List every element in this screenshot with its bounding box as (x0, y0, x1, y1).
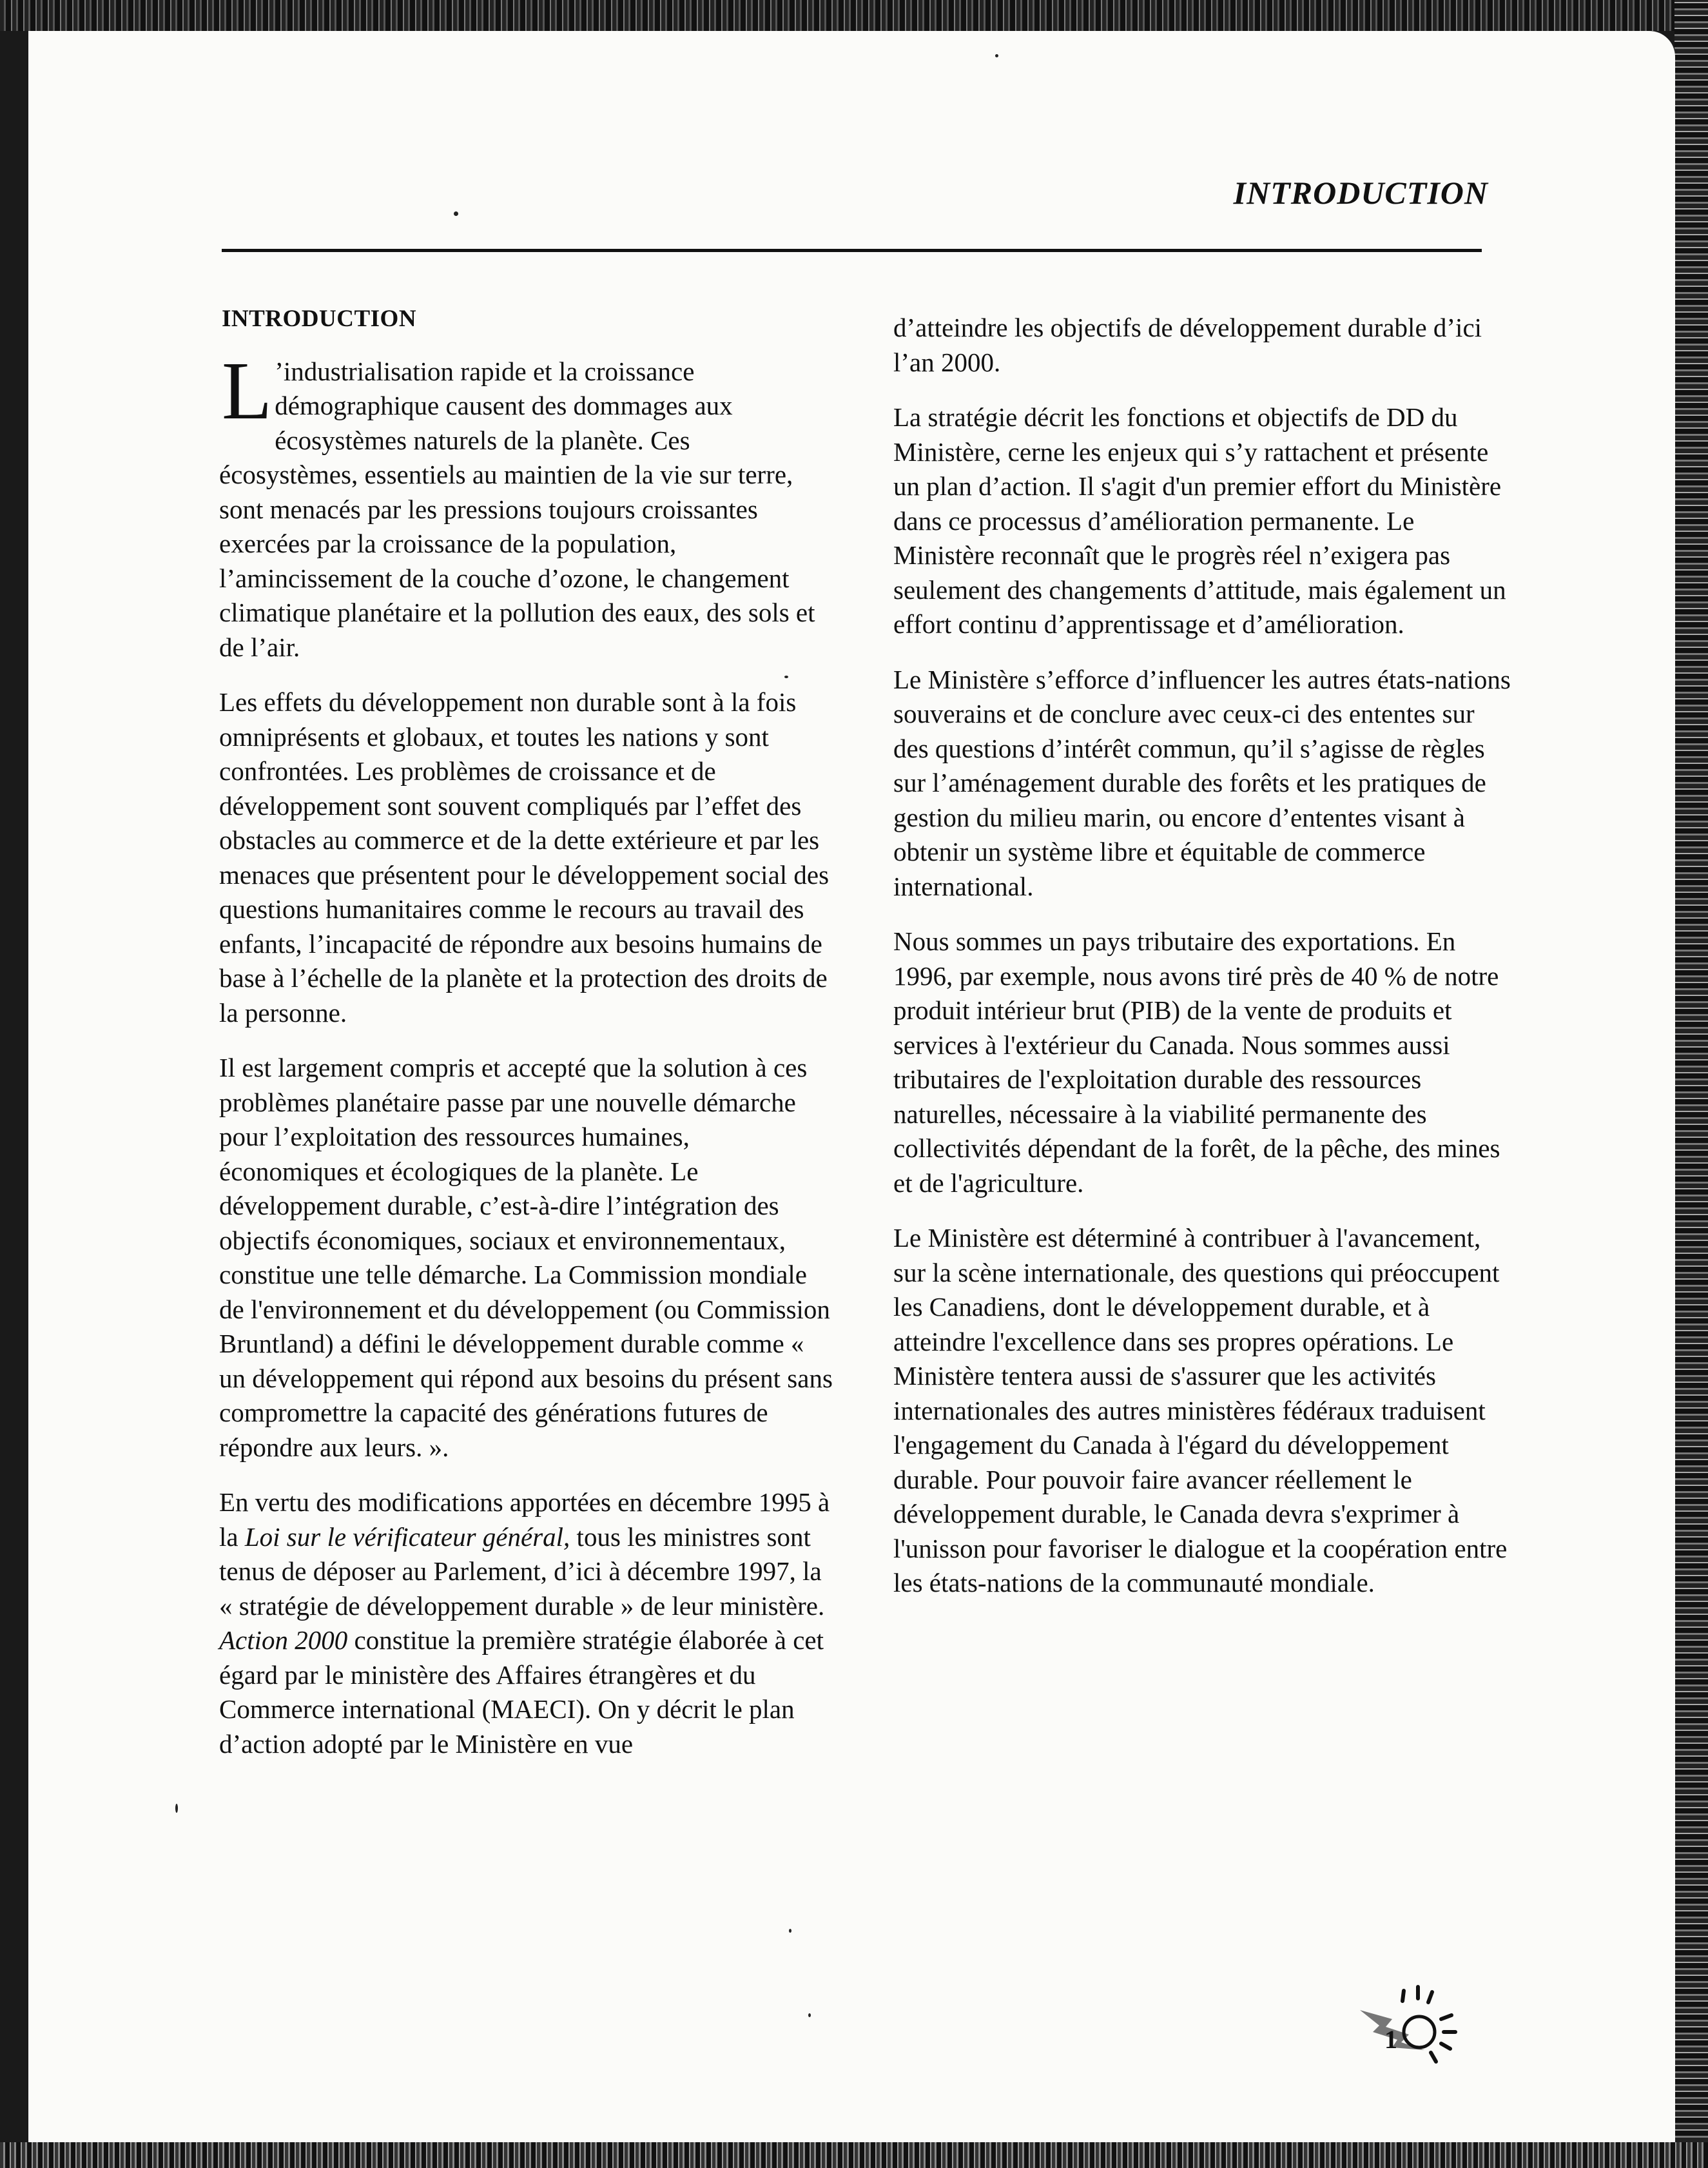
right-column (893, 311, 1512, 1621)
running-header-title: INTRODUCTION (1233, 175, 1488, 211)
scan-speck (808, 2013, 811, 2017)
left-column (219, 302, 835, 1782)
paragraph-3: Il est largement compris et accepté que la solution à ces problèmes planétaire passe par une nouvelle démarche pour l’exploitation des ressources humaines, économiques et écologiques de la planète. Le développement durable, c’est-à-dire l’intégration des objectifs économiques, sociaux et environnementaux, constitue une telle démarche. La Commission mondiale de l'environnement et du développement (ou Commission Bruntland) a défini le développement durable comme « un développement qui répond aux besoins du présent sans compromettre la capacité des générations futures de répondre aux leurs. ». (219, 1053, 833, 1462)
scan-speck (789, 1929, 791, 1933)
paragraph-4-text-a: En vertu des modifications apportées en décembre 1995 à la (219, 1487, 830, 1552)
page-number: 1 (1384, 2025, 1397, 2054)
sun-page-badge-icon (1347, 1965, 1476, 2094)
scan-speck (784, 676, 788, 678)
scan-border-top (0, 0, 1708, 31)
section-heading: INTRODUCTION (222, 306, 417, 332)
law-title: Loi sur le vérificateur général, (244, 1521, 570, 1552)
paragraph-8: Nous sommes un pays tributaire des exportations. En 1996, par exemple, nous avons tiré près de 40 % de notre produit intérieur brut (PIB) de la vente de produits et services à l'extérieur du Canada. Nous sommes aussi tributaires de l'exploitation durable des ressources naturelles, nécessaire à la viabilité permanente des collectivités dépendant de la forêt, de la pêche, des mines et de l'agriculture. (893, 926, 1500, 1198)
header-rule (222, 249, 1482, 252)
scan-speck (175, 1804, 178, 1813)
scan-border-right (1674, 0, 1708, 2168)
paragraph-1 (219, 344, 835, 665)
scan-speck (454, 211, 458, 216)
paragraph-2: Les effets du développement non durable sont à la fois omniprésents et globaux, et toutes les nations y sont confrontées. Les problèmes de croissance et de développement sont souvent compliqués par l’effet des obstacles au commerce et de la dette extérieure et par les menaces que présentent pour le développement social des questions humanitaires comme le recours au travail des enfants, l’incapacité de répondre aux besoins humains de base à l’échelle de la planète et la protection des droits de la personne. (219, 687, 830, 1028)
scanned-page (28, 31, 1675, 2142)
scan-speck (995, 54, 998, 57)
paragraph-7: Le Ministère s’efforce d’influencer les autres états-nations souverains et de conclure avec ceux-ci des ententes sur des questions d’intérêt commun, qu’il s’agisse de règles sur l’aménagement durable des forêts et les pratiques de gestion du milieu marin, ou encore d’ententes visant à obtenir un système libre et équitable de commerce international. (893, 664, 1511, 901)
paragraph-4-text-b: tous les ministres sont tenus de déposer au Parlement, d’ici à décembre 1997, la « stratégie de développement durable » de leur ministère. (219, 1521, 825, 1621)
paragraph-4-text-c: constitue la première stratégie élaborée à cet égard par le ministère des Affaires étrangères et du Commerce international (MAECI). On y décrit le plan d’action adopté par le Ministère en vue (219, 1625, 824, 1759)
paragraph-4 (219, 1485, 835, 1761)
paragraph-9: Le Ministère est déterminé à contribuer à l'avancement, sur la scène internationale, des questions qui préoccupent les Canadiens, dont le développement durable, et à atteindre l'excellence dans ses propres opérations. Le Ministère tentera aussi de s'assurer que les activités internationales des autres ministères fédéraux traduisent l'engagement du Canada à l'égard du développement durable. Pour pouvoir faire avancer réellement le développement durable, le Canada devra s'exprimer à l'unisson pour favoriser le dialogue et la coopération entre les états-nations de la communauté mondiale. (893, 1223, 1508, 1597)
paragraph-1-text: ’industrialisation rapide et la croissance démographique causent des dommages aux écosystèmes naturels de la planète. Ces écosystèmes, essentiels au maintien de la vie sur terre, sont menacés par les pressions toujours croissantes exercées par la croissance de la population, l’amincissement de la couche d’ozone, le changement climatique planétaire et la pollution des eaux, des sols et de l’air. (219, 356, 815, 662)
paragraph-5: d’atteindre les objectifs de développement durable d’ici l’an 2000. (893, 313, 1482, 377)
drop-cap: L (222, 344, 273, 436)
scan-border-bottom (0, 2142, 1708, 2168)
strategy-title: Action 2000 (219, 1625, 348, 1655)
paragraph-6: La stratégie décrit les fonctions et objectifs de DD du Ministère, cerne les enjeux qui s’y rattachent et présente un plan d’action. Il s'agit d'un premier effort du Ministère dans ce processus d’amélioration permanente. Le Ministère reconnaît que le progrès réel n’exigera pas seulement des changements d’attitude, mais également un effort continu d’apprentissage et d’amélioration. (893, 402, 1506, 639)
